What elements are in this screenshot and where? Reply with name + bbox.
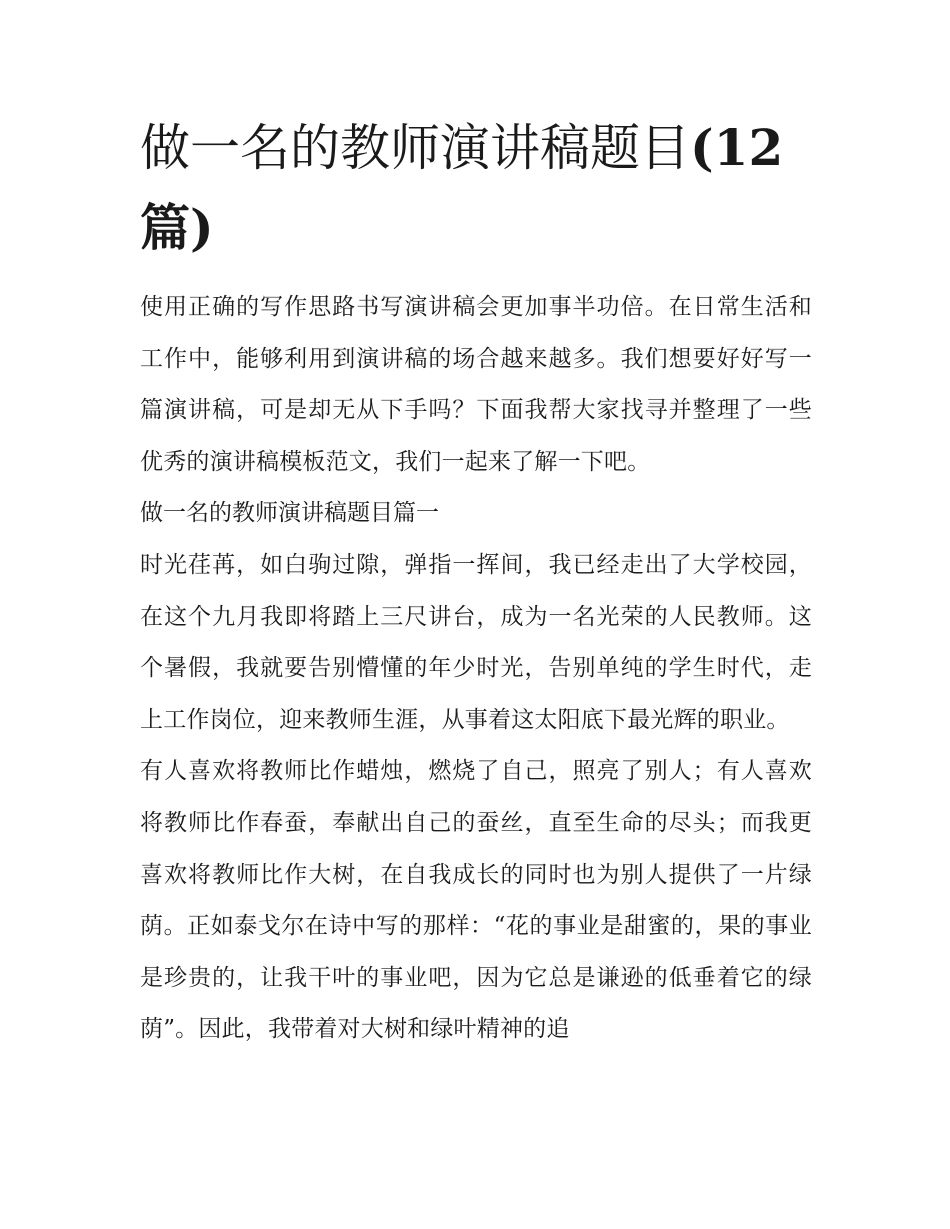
document-body — [140, 108, 812, 1056]
body-paragraph-1: 时光荏苒，如白驹过隙，弹指一挥间，我已经走出了大学校园，在这个九月我即将踏上三尺讲台，成为一名光荣的人民教师。这个暑假，我就要告别懵懂的年少时光，告别单纯的学生时代，走上工作岗位，迎来教师生涯，从事着这太阳底下最光辉的职业。 — [140, 551, 812, 733]
section-heading: 做一名的教师演讲稿题目篇一 — [140, 500, 439, 527]
title-main: 做一名的教师演讲稿题目 — [140, 119, 690, 177]
title-suffix: (12篇) — [140, 118, 784, 257]
intro-paragraph: 使用正确的写作思路书写演讲稿会更加事半功倍。在日常生活和工作中，能够利用到演讲稿的场合越来越多。我们想要好好写一篇演讲稿，可是却无从下手吗？下面我帮大家找寻并整理了一些优秀的演讲稿模板范文，我们一起来了解一下吧。 — [140, 294, 812, 475]
document-title — [140, 108, 812, 268]
body-paragraph-2: 有人喜欢将教师比作蜡烛，燃烧了自己，照亮了别人；有人喜欢将教师比作春蚕，奉献出自己的蚕丝，直至生命的尽头；而我更喜欢将教师比作大树，在自我成长的同时也为别人提供了一片绿荫。正如泰戈尔在诗中写的那样：“花的事业是甜蜜的，果的事业是珍贵的，让我干叶的事业吧，因为它总是谦逊的低垂着它的绿荫”。因此，我带着对大树和绿叶精神的追 — [140, 758, 812, 1043]
